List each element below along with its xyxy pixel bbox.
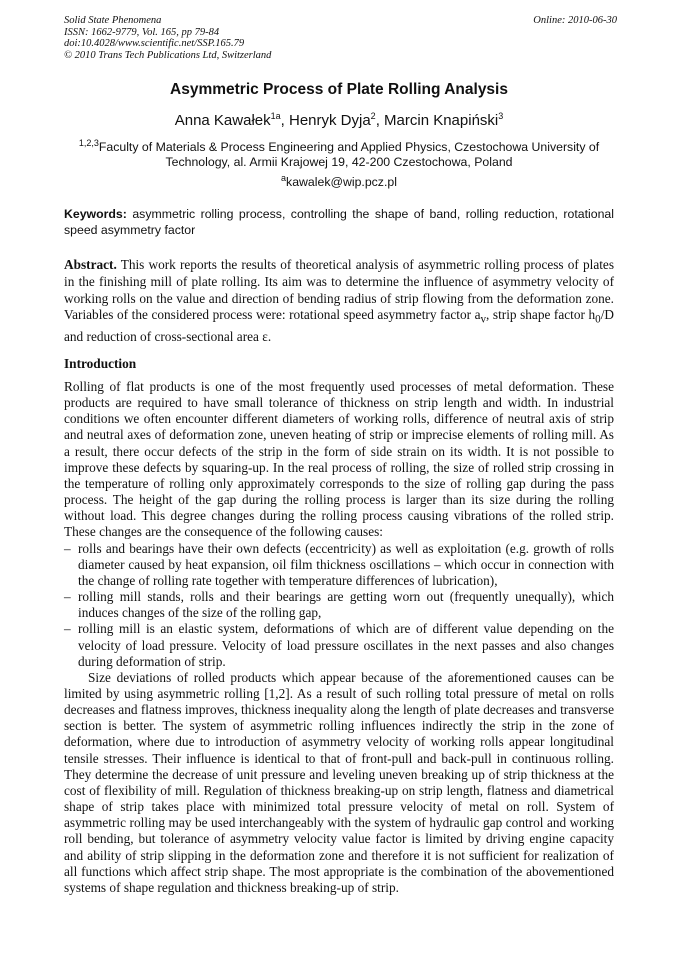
list-dash: –	[64, 589, 71, 605]
list-item-text: rolling mill is an elastic system, deformations of which are of different value depending on the velocity of load pressure. Velocity of load pressure oscillates in the next passes and also changes during deformation of strip.	[78, 621, 614, 669]
author-affiliation-mark: 2	[370, 111, 376, 121]
list-dash: –	[64, 540, 71, 556]
list-item-text: rolling mill stands, rolls and their bearings are getting worn out (frequently unequally), which induces changes of the size of the rolling gap,	[78, 589, 614, 621]
abstract-text: /D and reduction of cross-sectional area ε.	[64, 307, 614, 344]
issn-line: ISSN: 1662-9779, Vol. 165, pp 79-84	[64, 26, 220, 38]
paper-title: Asymmetric Process of Plate Rolling Analysis	[170, 81, 508, 98]
email-address[interactable]: kawalek@wip.pcz.pl	[286, 175, 397, 190]
keywords-block	[64, 207, 614, 238]
section-heading-introduction: Introduction	[64, 356, 137, 371]
list-dash: –	[64, 621, 71, 637]
email-mark: a	[281, 173, 287, 183]
author-affiliation-mark: 1a	[270, 111, 281, 121]
journal-name: Solid State Phenomena	[64, 15, 162, 26]
list-item	[64, 541, 614, 589]
list-item-text: rolls and bearings have their own defects (eccentricity) as well as exploitation (e.g. growth of rolls diameter caused by heat expansion, oil film thickness oscillations – which occur in connection with the change of rolling rate together with temperature differences of lubrication),	[78, 540, 614, 588]
author-name: Marcin Knapiński	[384, 112, 499, 129]
intro-paragraph: Rolling of flat products is one of the most frequently used processes of metal deformation. These products are required to have small tolerance of thickness on strip length and width. In industrial conditions we often encounter different diameters of working rolls, difference of neutral axis of strip and neutral axes of deformation zone, uneven heating of strip or imprecise elements of rolling mill. As a result, there occur defects of the strip in the form of side strain on its width. It is not possible to improve these defects by squaring-up. In the real process of rolling, the size of rolled strip crossing in the temperature of rolling only approximately corresponds to the size of rolling gap during the pass process. The height of the gap during the rolling process is larger than its size during the rolling without load. This degree changes during the rolling process causing vibrations of the rolled strip. These changes are the consequence of the following causes:	[64, 379, 614, 540]
author-affiliation-mark: 3	[498, 111, 504, 121]
online-date: Online: 2010-06-30	[533, 15, 617, 26]
keywords-text: asymmetric rolling process, controlling the shape of band, rolling reduction, rotational speed asymmetry factor	[64, 207, 614, 237]
affiliation-text: Faculty of Materials & Process Engineering and Applied Physics, Czestochowa University of Technology, al. Armii Krajowej 19, 42-200 Czestochowa, Poland	[98, 140, 600, 170]
abstract-text: This work reports the results of theoretical analysis of asymmetric rolling process of plates in the finishing mill of plate rolling. Its aim was to determine the influence of asymmetry velocity of working rolls on the value and direction of bending radius of strip flowing from the deformation zone. Variables of the considered process were: rotational speed asymmetry factor a	[64, 257, 614, 323]
causes-list	[64, 541, 614, 670]
affiliation-mark: 1,2,3	[78, 138, 99, 148]
abstract-subscript: 0	[595, 314, 601, 327]
abstract-label: Abstract.	[64, 257, 117, 272]
doi-line: doi:10.4028/www.scientific.net/SSP.165.79	[64, 38, 245, 50]
author-list: Anna Kawałek$^{1a}$, Henryk Dyja$^2$, Marcin Knapiński$^3$	[174, 111, 504, 129]
intro-paragraph: Size deviations of rolled products which appear because of the aforementioned causes can be limited by using asymmetric rolling [1,2]. As a result of such rolling total pressure of metal on rolls decreases and flatness improves, thickness inequality along the length of plate decreases and transverse section is better. The system of asymmetric rolling influences indirectly the strip in the zone of deformation, where due to introduction of asymmetry velocity of working rolls appear longitudinal tensile stresses. Their influence is identical to that of front-pull and back-pull in continuous rolling. They determine the decrease of unit pressure and leveling uneven breaking up of strip thickness at the cost of flexibility of mill. Regulation of thickness breaking-up on strip length, flatness and diametrical shape of strip takes place with minimized total pressure velocity of metal on roll. System of asymmetric rolling may be used interchangeably with the system of hydraulic gap control and working roll bending, but tolerance of asymmetry velocity value factor is limited by driving engine capacity and ability of strip slipping in the deformation zone and therefore it is not sufficient for realization of all functions which affect strip shape. The most appropriate is the combination of the abovementioned systems of shape regulation and thickness breaking-up of strip.	[64, 669, 614, 895]
list-item	[64, 621, 614, 669]
abstract-text: , strip shape factor h	[486, 307, 596, 323]
journal-header	[64, 15, 617, 61]
copyright-line: © 2010 Trans Tech Publications Ltd, Switzerland	[64, 49, 272, 61]
list-item	[64, 589, 614, 621]
introduction-body	[64, 379, 614, 896]
author-name: Henryk Dyja	[288, 112, 371, 129]
contact-email	[64, 173, 614, 189]
keywords-label: Keywords:	[64, 207, 127, 221]
author-name: Anna Kawałek	[174, 112, 271, 129]
affiliation	[64, 136, 614, 170]
abstract-subscript: v	[480, 314, 487, 327]
abstract-block	[64, 257, 614, 346]
